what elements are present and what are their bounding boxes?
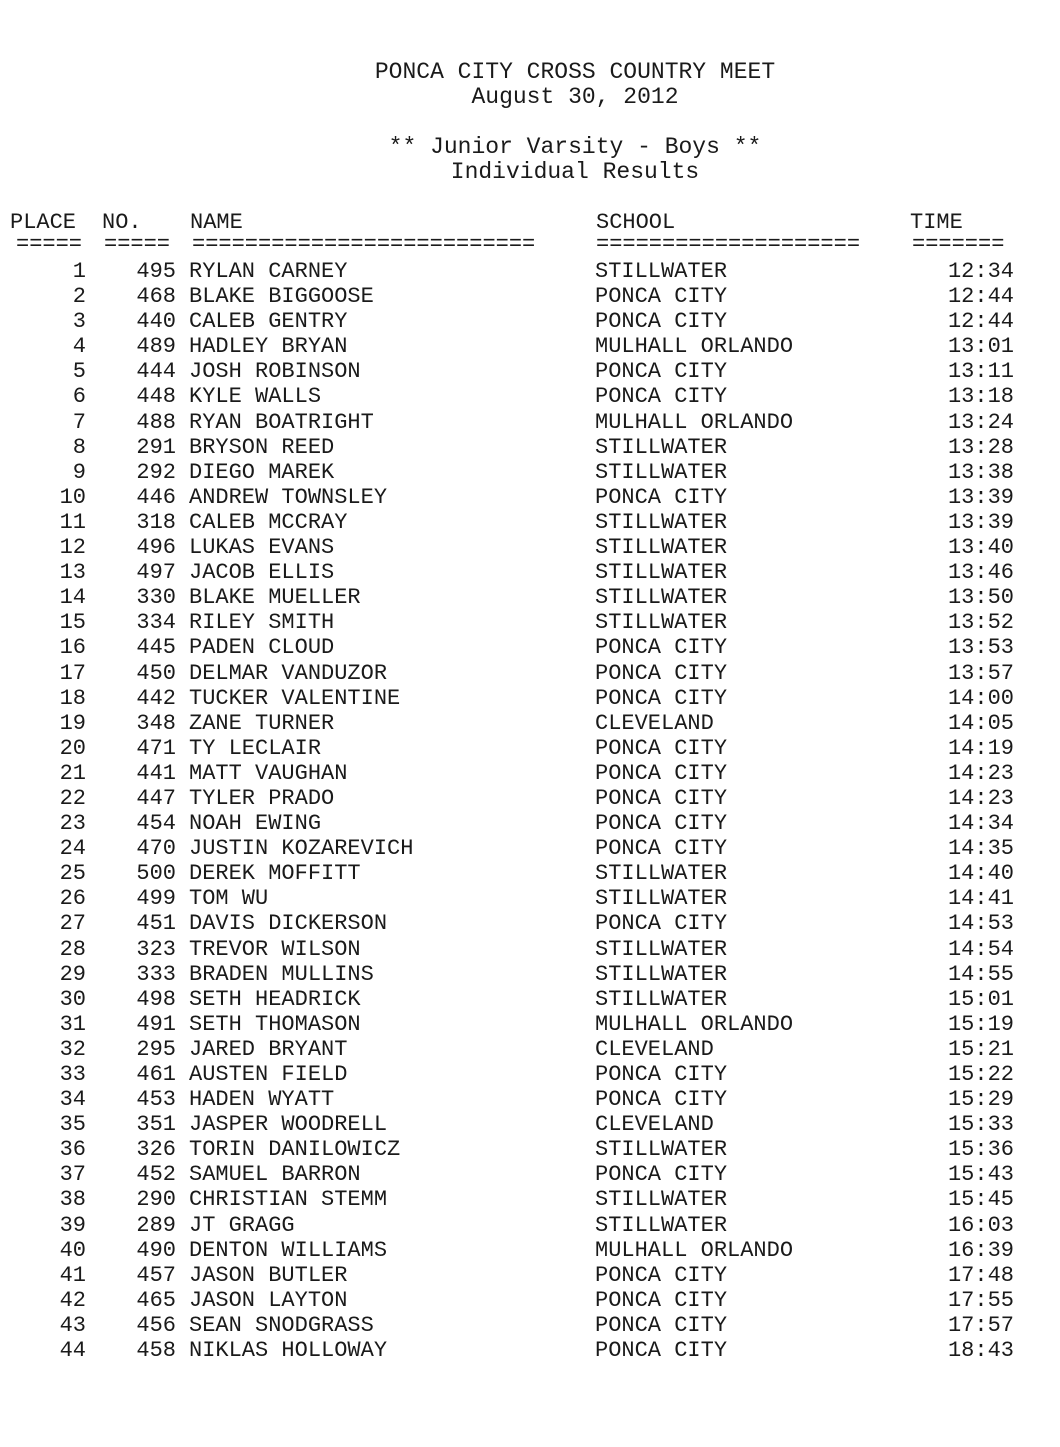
- school-cell: STILLWATER: [595, 459, 728, 485]
- table-row: [0, 1313, 1060, 1338]
- table-row: [0, 359, 1060, 384]
- runner-name-cell: DEREK MOFFITT: [189, 861, 361, 887]
- school-cell: PONCA CITY: [595, 836, 728, 862]
- runner-name-cell: SAMUEL BARRON: [189, 1162, 361, 1188]
- time-cell: 14:41: [947, 886, 1014, 912]
- school-cell: PONCA CITY: [595, 1312, 728, 1338]
- time-cell: 16:39: [947, 1237, 1014, 1263]
- place-cell: 15: [59, 610, 86, 636]
- school-cell: PONCA CITY: [595, 811, 728, 837]
- runner-name-cell: SETH HEADRICK: [189, 986, 361, 1012]
- place-cell: 31: [59, 1011, 86, 1037]
- time-cell: 14:00: [947, 685, 1014, 711]
- runner-name-cell: TOM WU: [189, 886, 269, 912]
- runner-name-cell: TY LECLAIR: [189, 735, 322, 761]
- bib-number-cell: 441: [136, 760, 176, 786]
- school-cell: PONCA CITY: [595, 785, 728, 811]
- time-cell: 13:24: [947, 409, 1014, 435]
- time-cell: 14:23: [947, 760, 1014, 786]
- time-cell: 15:21: [947, 1036, 1014, 1062]
- time-cell: 13:28: [947, 434, 1014, 460]
- place-cell: 33: [59, 1062, 86, 1087]
- school-cell: STILLWATER: [595, 535, 728, 561]
- runner-name-cell: KYLE WALLS: [189, 384, 322, 410]
- time-cell: 13:52: [947, 610, 1014, 636]
- school-cell: STILLWATER: [595, 509, 728, 535]
- runner-name-cell: CHRISTIAN STEMM: [189, 1187, 388, 1213]
- runner-name-cell: BLAKE MUELLER: [189, 585, 361, 611]
- place-cell: 40: [59, 1237, 86, 1263]
- time-cell: 13:57: [947, 660, 1014, 686]
- table-row: [0, 686, 1060, 711]
- time-cell: 17:48: [947, 1262, 1014, 1288]
- school-cell: STILLWATER: [595, 936, 728, 962]
- time-cell: 15:22: [947, 1062, 1014, 1087]
- bib-number-cell: 491: [136, 1011, 176, 1037]
- table-row: [0, 510, 1060, 535]
- runner-name-cell: DENTON WILLIAMS: [189, 1237, 388, 1263]
- place-cell: 10: [59, 484, 86, 510]
- table-row: [0, 535, 1060, 560]
- runner-name-cell: BRYSON REED: [189, 434, 335, 460]
- table-row: [0, 560, 1060, 585]
- runner-name-cell: HADEN WYATT: [189, 1087, 335, 1113]
- runner-name-cell: DAVIS DICKERSON: [189, 911, 388, 937]
- place-cell: 14: [59, 585, 86, 611]
- bib-number-cell: 292: [136, 459, 176, 485]
- column-header-no: NO.: [102, 210, 142, 235]
- bib-number-cell: 451: [136, 911, 176, 937]
- table-row: [0, 259, 1060, 284]
- school-cell: CLEVELAND: [595, 1036, 714, 1062]
- place-cell: 2: [72, 284, 86, 310]
- bib-number-cell: 289: [136, 1212, 176, 1238]
- runner-name-cell: JOSH ROBINSON: [189, 359, 361, 385]
- place-cell: 28: [59, 936, 86, 962]
- bib-number-cell: 326: [136, 1137, 176, 1163]
- column-header-name: NAME: [190, 210, 243, 235]
- school-cell: PONCA CITY: [595, 359, 728, 385]
- place-cell: 19: [59, 710, 86, 736]
- column-header-place: PLACE: [10, 210, 77, 235]
- school-cell: STILLWATER: [595, 961, 728, 987]
- time-cell: 12:44: [947, 284, 1014, 310]
- runner-name-cell: TUCKER VALENTINE: [189, 685, 401, 711]
- bib-number-cell: 450: [136, 660, 176, 686]
- bib-number-cell: 456: [136, 1312, 176, 1338]
- table-row: [0, 460, 1060, 485]
- bib-number-cell: 295: [136, 1036, 176, 1062]
- school-cell: PONCA CITY: [595, 1062, 728, 1087]
- table-row: [0, 1187, 1060, 1212]
- school-cell: PONCA CITY: [595, 384, 728, 410]
- time-cell: 12:34: [947, 259, 1014, 284]
- place-cell: 20: [59, 735, 86, 761]
- time-cell: 18:43: [947, 1338, 1014, 1364]
- school-cell: PONCA CITY: [595, 1087, 728, 1113]
- bib-number-cell: 330: [136, 585, 176, 611]
- place-cell: 44: [59, 1338, 86, 1364]
- school-cell: STILLWATER: [595, 560, 728, 586]
- time-cell: 13:40: [947, 535, 1014, 561]
- school-cell: PONCA CITY: [595, 309, 728, 335]
- time-cell: 15:29: [947, 1087, 1014, 1113]
- place-cell: 4: [72, 334, 86, 360]
- bib-number-cell: 333: [136, 961, 176, 987]
- bib-number-cell: 440: [136, 309, 176, 335]
- school-cell: PONCA CITY: [595, 660, 728, 686]
- table-row: [0, 610, 1060, 635]
- place-cell: 22: [59, 785, 86, 811]
- runner-name-cell: TREVOR WILSON: [189, 936, 361, 962]
- bib-number-cell: 499: [136, 886, 176, 912]
- table-row: [0, 334, 1060, 359]
- school-cell: STILLWATER: [595, 861, 728, 887]
- school-cell: PONCA CITY: [595, 735, 728, 761]
- place-cell: 23: [59, 811, 86, 837]
- bib-number-cell: 498: [136, 986, 176, 1012]
- place-cell: 43: [59, 1312, 86, 1338]
- school-cell: PONCA CITY: [595, 911, 728, 937]
- bib-number-cell: 496: [136, 535, 176, 561]
- table-row: [0, 861, 1060, 886]
- runner-name-cell: NOAH EWING: [189, 811, 322, 837]
- time-cell: 15:43: [947, 1162, 1014, 1188]
- runner-name-cell: LUKAS EVANS: [189, 535, 335, 561]
- runner-name-cell: BLAKE BIGGOOSE: [189, 284, 374, 310]
- bib-number-cell: 500: [136, 861, 176, 887]
- table-row: [0, 435, 1060, 460]
- runner-name-cell: MATT VAUGHAN: [189, 760, 348, 786]
- time-cell: 15:45: [947, 1187, 1014, 1213]
- school-cell: STILLWATER: [595, 986, 728, 1012]
- runner-name-cell: SEAN SNODGRASS: [189, 1312, 374, 1338]
- table-row: [0, 911, 1060, 936]
- time-cell: 13:38: [947, 459, 1014, 485]
- runner-name-cell: TORIN DANILOWICZ: [189, 1137, 401, 1163]
- separator-no: =====: [104, 238, 171, 252]
- place-cell: 36: [59, 1137, 86, 1163]
- school-cell: STILLWATER: [595, 610, 728, 636]
- place-cell: 38: [59, 1187, 86, 1213]
- bib-number-cell: 290: [136, 1187, 176, 1213]
- table-row: [0, 661, 1060, 686]
- runner-name-cell: TYLER PRADO: [189, 785, 335, 811]
- table-row: [0, 786, 1060, 811]
- runner-name-cell: HADLEY BRYAN: [189, 334, 348, 360]
- school-cell: MULHALL ORLANDO: [595, 1011, 794, 1037]
- school-cell: STILLWATER: [595, 1187, 728, 1213]
- table-row: [0, 1112, 1060, 1137]
- table-row: [0, 1238, 1060, 1263]
- runner-name-cell: DELMAR VANDUZOR: [189, 660, 388, 686]
- runner-name-cell: JT GRAGG: [189, 1212, 295, 1238]
- time-cell: 13:50: [947, 585, 1014, 611]
- bib-number-cell: 348: [136, 710, 176, 736]
- bib-number-cell: 445: [136, 635, 176, 661]
- bib-number-cell: 318: [136, 509, 176, 535]
- place-cell: 11: [59, 509, 86, 535]
- table-row: [0, 485, 1060, 510]
- time-cell: 14:55: [947, 961, 1014, 987]
- place-cell: 30: [59, 986, 86, 1012]
- place-cell: 29: [59, 961, 86, 987]
- school-cell: MULHALL ORLANDO: [595, 334, 794, 360]
- table-row: [0, 1087, 1060, 1112]
- time-cell: 15:01: [947, 986, 1014, 1012]
- bib-number-cell: 446: [136, 484, 176, 510]
- time-cell: 13:01: [947, 334, 1014, 360]
- school-cell: STILLWATER: [595, 585, 728, 611]
- column-header-school: SCHOOL: [596, 210, 676, 235]
- table-row: [0, 635, 1060, 660]
- runner-name-cell: JASON LAYTON: [189, 1287, 348, 1313]
- time-cell: 13:46: [947, 560, 1014, 586]
- school-cell: PONCA CITY: [595, 484, 728, 510]
- time-cell: 13:18: [947, 384, 1014, 410]
- runner-name-cell: JUSTIN KOZAREVICH: [189, 836, 414, 862]
- place-cell: 8: [72, 434, 86, 460]
- time-cell: 14:54: [947, 936, 1014, 962]
- school-cell: CLEVELAND: [595, 1112, 714, 1138]
- school-cell: PONCA CITY: [595, 1287, 728, 1313]
- school-cell: MULHALL ORLANDO: [595, 1237, 794, 1263]
- place-cell: 1: [72, 259, 86, 284]
- bib-number-cell: 489: [136, 334, 176, 360]
- table-row: [0, 836, 1060, 861]
- school-cell: CLEVELAND: [595, 710, 714, 736]
- bib-number-cell: 457: [136, 1262, 176, 1288]
- place-cell: 17: [59, 660, 86, 686]
- time-cell: 14:19: [947, 735, 1014, 761]
- table-row: [0, 1062, 1060, 1087]
- school-cell: PONCA CITY: [595, 1262, 728, 1288]
- school-cell: PONCA CITY: [595, 685, 728, 711]
- table-row: [0, 962, 1060, 987]
- school-cell: PONCA CITY: [595, 1338, 728, 1364]
- separator-place: =====: [16, 238, 83, 252]
- time-cell: 16:03: [947, 1212, 1014, 1238]
- time-cell: 15:33: [947, 1112, 1014, 1138]
- table-row: [0, 987, 1060, 1012]
- place-cell: 37: [59, 1162, 86, 1188]
- place-cell: 26: [59, 886, 86, 912]
- runner-name-cell: RILEY SMITH: [189, 610, 335, 636]
- runner-name-cell: RYLAN CARNEY: [189, 259, 348, 284]
- bib-number-cell: 458: [136, 1338, 176, 1364]
- time-cell: 14:53: [947, 911, 1014, 937]
- bib-number-cell: 465: [136, 1287, 176, 1313]
- runner-name-cell: JASPER WOODRELL: [189, 1112, 388, 1138]
- school-cell: STILLWATER: [595, 1137, 728, 1163]
- runner-name-cell: BRADEN MULLINS: [189, 961, 374, 987]
- table-row: [0, 711, 1060, 736]
- place-cell: 5: [72, 359, 86, 385]
- place-cell: 7: [72, 409, 86, 435]
- column-header-time: TIME: [910, 210, 963, 235]
- place-cell: 32: [59, 1036, 86, 1062]
- runner-name-cell: JASON BUTLER: [189, 1262, 348, 1288]
- place-cell: 12: [59, 535, 86, 561]
- time-cell: 12:44: [947, 309, 1014, 335]
- bib-number-cell: 470: [136, 836, 176, 862]
- runner-name-cell: AUSTEN FIELD: [189, 1062, 348, 1087]
- school-cell: PONCA CITY: [595, 635, 728, 661]
- runner-name-cell: JARED BRYANT: [189, 1036, 348, 1062]
- separator-school: ====================: [596, 238, 861, 252]
- place-cell: 9: [72, 459, 86, 485]
- time-cell: 17:55: [947, 1287, 1014, 1313]
- place-cell: 27: [59, 911, 86, 937]
- bib-number-cell: 497: [136, 560, 176, 586]
- runner-name-cell: PADEN CLOUD: [189, 635, 335, 661]
- time-cell: 15:19: [947, 1011, 1014, 1037]
- time-cell: 14:23: [947, 785, 1014, 811]
- time-cell: 14:35: [947, 836, 1014, 862]
- school-cell: STILLWATER: [595, 259, 728, 284]
- runner-name-cell: RYAN BOATRIGHT: [189, 409, 374, 435]
- table-row: [0, 811, 1060, 836]
- school-cell: STILLWATER: [595, 886, 728, 912]
- bib-number-cell: 444: [136, 359, 176, 385]
- place-cell: 34: [59, 1087, 86, 1113]
- bib-number-cell: 351: [136, 1112, 176, 1138]
- bib-number-cell: 452: [136, 1162, 176, 1188]
- bib-number-cell: 323: [136, 936, 176, 962]
- school-cell: STILLWATER: [595, 434, 728, 460]
- table-row: [0, 1037, 1060, 1062]
- table-row: [0, 585, 1060, 610]
- place-cell: 3: [72, 309, 86, 335]
- separator-name: ==========================: [192, 238, 536, 252]
- school-cell: PONCA CITY: [595, 1162, 728, 1188]
- results-subtitle: Individual Results: [450, 159, 700, 185]
- bib-number-cell: 461: [136, 1062, 176, 1087]
- runner-name-cell: JACOB ELLIS: [189, 560, 335, 586]
- table-row: [0, 309, 1060, 334]
- time-cell: 14:34: [947, 811, 1014, 837]
- place-cell: 41: [59, 1262, 86, 1288]
- division-title: ** Junior Varsity - Boys **: [388, 134, 762, 160]
- time-cell: 13:39: [947, 509, 1014, 535]
- bib-number-cell: 442: [136, 685, 176, 711]
- runner-name-cell: ANDREW TOWNSLEY: [189, 484, 388, 510]
- table-row: [0, 410, 1060, 435]
- table-row: [0, 1288, 1060, 1313]
- meet-title: PONCA CITY CROSS COUNTRY MEET: [374, 59, 776, 85]
- time-cell: 15:36: [947, 1137, 1014, 1163]
- table-row: [0, 1338, 1060, 1363]
- meet-date: August 30, 2012: [471, 84, 679, 110]
- school-cell: STILLWATER: [595, 1212, 728, 1238]
- place-cell: 16: [59, 635, 86, 661]
- time-cell: 14:05: [947, 710, 1014, 736]
- bib-number-cell: 468: [136, 284, 176, 310]
- table-row: [0, 1012, 1060, 1037]
- place-cell: 42: [59, 1287, 86, 1313]
- school-cell: MULHALL ORLANDO: [595, 409, 794, 435]
- table-row: [0, 886, 1060, 911]
- runner-name-cell: CALEB MCCRAY: [189, 509, 348, 535]
- table-row: [0, 384, 1060, 409]
- time-cell: 13:11: [947, 359, 1014, 385]
- place-cell: 18: [59, 685, 86, 711]
- place-cell: 21: [59, 760, 86, 786]
- separator-time: =======: [912, 238, 1005, 252]
- bib-number-cell: 488: [136, 409, 176, 435]
- time-cell: 13:39: [947, 484, 1014, 510]
- runner-name-cell: CALEB GENTRY: [189, 309, 348, 335]
- bib-number-cell: 495: [136, 259, 176, 284]
- school-cell: PONCA CITY: [595, 284, 728, 310]
- bib-number-cell: 454: [136, 811, 176, 837]
- bib-number-cell: 471: [136, 735, 176, 761]
- table-row: [0, 1137, 1060, 1162]
- table-row: [0, 1162, 1060, 1187]
- time-cell: 14:40: [947, 861, 1014, 887]
- bib-number-cell: 453: [136, 1087, 176, 1113]
- place-cell: 13: [59, 560, 86, 586]
- runner-name-cell: ZANE TURNER: [189, 710, 335, 736]
- table-row: [0, 937, 1060, 962]
- place-cell: 39: [59, 1212, 86, 1238]
- runner-name-cell: DIEGO MAREK: [189, 459, 335, 485]
- table-row: [0, 284, 1060, 309]
- time-cell: 13:53: [947, 635, 1014, 661]
- school-cell: PONCA CITY: [595, 760, 728, 786]
- bib-number-cell: 334: [136, 610, 176, 636]
- place-cell: 6: [72, 384, 86, 410]
- results-table: [0, 259, 1060, 1363]
- place-cell: 25: [59, 861, 86, 887]
- table-row: [0, 761, 1060, 786]
- bib-number-cell: 447: [136, 785, 176, 811]
- bib-number-cell: 490: [136, 1237, 176, 1263]
- table-row: [0, 736, 1060, 761]
- table-row: [0, 1213, 1060, 1238]
- place-cell: 24: [59, 836, 86, 862]
- bib-number-cell: 448: [136, 384, 176, 410]
- time-cell: 17:57: [947, 1312, 1014, 1338]
- runner-name-cell: SETH THOMASON: [189, 1011, 361, 1037]
- bib-number-cell: 291: [136, 434, 176, 460]
- place-cell: 35: [59, 1112, 86, 1138]
- table-row: [0, 1263, 1060, 1288]
- runner-name-cell: NIKLAS HOLLOWAY: [189, 1338, 388, 1364]
